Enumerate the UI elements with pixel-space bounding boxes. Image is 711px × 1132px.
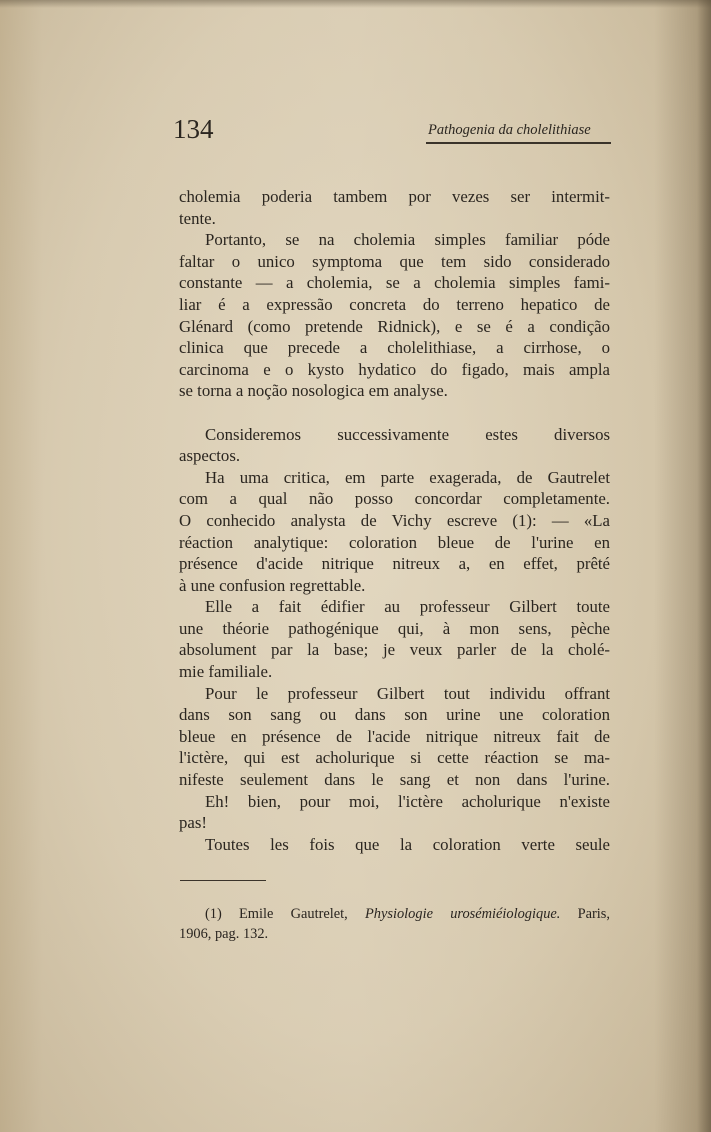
footnote-line-1 [179, 904, 610, 924]
footnote-line-2: 1906, pag. 132. [179, 926, 269, 942]
footnotes [179, 904, 610, 944]
footnote-place: Paris, [577, 906, 611, 922]
text-line: pas! [179, 813, 207, 833]
text-line: Consideremos successivamente estes diversos [205, 424, 610, 444]
text-line: à une confusion regrettable. [179, 575, 366, 595]
footnote-rule [180, 880, 266, 881]
page-shadow-right [697, 0, 711, 1132]
text-line: O conhecido analysta de Vichy escreve (1): — «La [179, 510, 610, 530]
text-line: cholemia poderia tambem por vezes ser intermit- [179, 187, 610, 206]
text-line: com a qual não posso concordar completamente. [179, 489, 610, 509]
text-line: liar é a expressão concreta do terreno hepatico de [179, 294, 610, 314]
text-line: constante — a cholemia, se a cholemia simples fami- [179, 273, 610, 293]
text-line: réaction analytique: coloration bleue de l'urine en [179, 532, 610, 552]
text-line: se torna a noção nosologica em analyse. [179, 381, 448, 401]
text-line: carcinoma e o kysto hydatico do figado, mais ampla [179, 359, 610, 379]
footnote-title: Physiologie urosémiéiologique. [365, 906, 561, 922]
text-line: Glénard (como pretende Ridnick), e se é a condição [179, 316, 610, 336]
body-text [179, 186, 610, 855]
text-line: dans son sang ou dans son urine une coloration [179, 705, 610, 725]
header-rule [426, 142, 611, 144]
text-line: Toutes les fois que la coloration verte seule [205, 834, 610, 854]
text-line: l'ictère, qui est acholurique si cette réaction se ma- [179, 748, 610, 768]
text-line: clinica que precede a cholelithiase, a cirrhose, o [179, 338, 610, 358]
page-number: 134 [173, 114, 214, 144]
paragraph-gap [179, 402, 610, 424]
text-line: faltar o unico symptoma que tem sido considerado [179, 251, 610, 271]
running-head: Pathogenia da cholelithiase [428, 122, 591, 138]
text-line: aspectos. [179, 446, 241, 466]
text-line: absolument par la base; je veux parler de la cholé- [179, 640, 610, 660]
text-line: nifeste seulement dans le sang et non dans l'urine. [179, 770, 610, 790]
text-line: tente. [179, 208, 216, 228]
footnote-author: (1) Emile Gautrelet, [205, 906, 348, 922]
text-line: Ha uma critica, em parte exagerada, de Gautrelet [205, 467, 610, 487]
text-line: bleue en présence de l'acide nitrique nitreux fait de [179, 726, 610, 746]
text-line: Pour le professeur Gilbert tout individu offrant [205, 683, 610, 703]
page-shadow-top [0, 0, 711, 8]
text-line: Elle a fait édifier au professeur Gilbert toute [205, 597, 610, 617]
text-line: une théorie pathogénique qui, à mon sens, pèche [179, 618, 610, 638]
text-line: mie familiale. [179, 662, 273, 682]
text-line: Eh! bien, pour moi, l'ictère acholurique n'existe [205, 791, 610, 811]
text-line: Portanto, se na cholemia simples familiar póde [205, 230, 610, 250]
text-line: présence d'acide nitrique nitreux a, en effet, prêté [179, 554, 610, 574]
